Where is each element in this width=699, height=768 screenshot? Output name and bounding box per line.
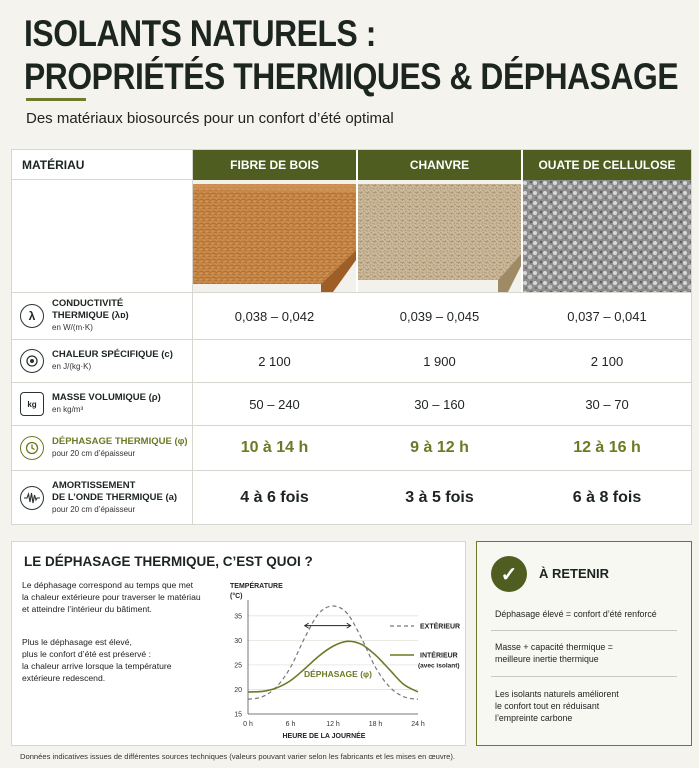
text-line: et atteindre l’intérieur du bâtiment. [22, 604, 152, 614]
row-unit: en W/(m·K) [52, 323, 93, 332]
text-line: l’empreinte carbone [495, 713, 573, 723]
text-line: extérieure redescend. [22, 673, 106, 683]
table-cell: 2 100 [590, 353, 624, 369]
row-name: THERMIQUE (λᴅ) [52, 310, 129, 321]
table-cell: 0,038 – 0,042 [234, 308, 315, 324]
text-line: Plus le déphasage est élevé, [22, 637, 132, 647]
row-name: DÉPHASAGE THERMIQUE (φ) [52, 436, 188, 447]
legend-label-exterieur: EXTÉRIEUR [420, 623, 461, 631]
checkmark-icon: ✓ [491, 556, 527, 592]
explanation-paragraph [22, 636, 222, 684]
table-cell: 30 – 70 [585, 396, 629, 412]
table-row-label [12, 293, 193, 339]
takeaway-divider [491, 630, 677, 631]
fibre-de-bois-image [193, 180, 356, 292]
lambda-icon: λ [20, 304, 44, 328]
page-title [24, 12, 679, 98]
page-title-line2: PROPRIÉTÉS THERMIQUES & DÉPHASAGE [24, 56, 679, 97]
row-name: MASSE VOLUMIQUE (ρ) [52, 392, 161, 403]
series-line-extérieur [248, 606, 418, 699]
table-cell: 4 à 6 fois [240, 488, 309, 506]
table-row-label [12, 471, 193, 524]
series-line-intérieur [248, 641, 418, 692]
y-tick-label: 35 [234, 613, 242, 621]
material-header: MATÉRIAU [12, 150, 193, 180]
weight-icon: kg [20, 392, 44, 416]
explanation-paragraph [22, 579, 222, 615]
text-line: plus le confort d’été est préservé : [22, 649, 151, 659]
page-title-line1: ISOLANTS NATURELS : [24, 13, 376, 54]
y-axis-label: TEMPÉRATURE [230, 583, 283, 590]
x-tick-label: 0 h [243, 721, 253, 728]
ouate-de-cellulose-image [523, 180, 691, 292]
comparison-table [11, 149, 692, 525]
x-tick-label: 18 h [368, 721, 383, 728]
x-axis-label: HEURE DE LA JOURNÉE [282, 733, 366, 740]
table-cell: 10 à 14 h [240, 439, 309, 456]
y-tick-label: 30 [234, 637, 242, 645]
table-row-label [12, 340, 193, 382]
row-name: CHALEUR SPÉCIFIQUE (c) [52, 349, 173, 360]
table-cell: 1 900 [423, 353, 456, 369]
y-tick-label: 25 [234, 662, 242, 670]
text-line: la chaleur extérieure pour traverser le matériau [22, 592, 201, 602]
phase-shift-annotation: DÉPHASAGE (φ) [304, 669, 372, 679]
table-cell: 2 100 [258, 353, 291, 369]
table-cell: 0,037 – 0,041 [567, 308, 647, 324]
x-tick-label: 24 h [411, 721, 425, 728]
table-cell: 9 à 12 h [410, 439, 469, 456]
phase-shift-chart [224, 576, 462, 744]
table-cell: 12 à 16 h [573, 439, 641, 456]
wave-icon [20, 486, 44, 510]
table-cell: 0,039 – 0,045 [399, 308, 480, 324]
row-name: AMORTISSEMENT [52, 479, 136, 491]
table-cell: 30 – 160 [414, 396, 465, 412]
text-line: meilleure inertie thermique [495, 654, 599, 664]
y-tick-label: 20 [234, 686, 242, 694]
y-tick-label: 15 [234, 711, 242, 719]
chanvre-image [358, 180, 521, 292]
column-header-chanvre: CHANVRE [358, 150, 521, 180]
text-line: Les isolants naturels améliorent [495, 689, 619, 699]
text-line: la chaleur arrive lorsque la température [22, 661, 172, 671]
y-axis-unit: (°C) [230, 593, 243, 600]
table-cell: 50 – 240 [249, 396, 300, 412]
text-line: le confort tout en réduisant [495, 701, 600, 711]
takeaways-panel [476, 541, 692, 746]
table-cell: 6 à 8 fois [572, 488, 642, 506]
row-unit: en kg/m³ [52, 405, 84, 414]
row-name: DE L’ONDE THERMIQUE (a) [52, 491, 178, 503]
table-row-label [12, 383, 193, 425]
row-unit: pour 20 cm d’épaisseur [52, 504, 136, 514]
legend-label-interieur: INTÉRIEUR [420, 652, 458, 660]
takeaway-item [495, 641, 675, 665]
x-tick-label: 12 h [326, 721, 340, 728]
legend-note-interieur: (avec isolant) [418, 662, 460, 670]
heat-icon [20, 349, 44, 373]
text-line: Le déphasage correspond au temps que met [22, 580, 194, 590]
title-underline [26, 98, 86, 101]
takeaway-item [495, 688, 675, 724]
column-header-ouate-de-cellulose: OUATE DE CELLULOSE [523, 150, 691, 180]
row-unit: pour 20 cm d’épaisseur [52, 449, 136, 458]
row-name: CONDUCTIVITÉ [52, 298, 124, 309]
x-tick-label: 6 h [285, 721, 296, 728]
takeaways-title: À RETENIR [539, 566, 610, 581]
takeaway-divider [491, 676, 677, 677]
explanation-panel [11, 541, 466, 746]
explanation-title: LE DÉPHASAGE THERMIQUE, C’EST QUOI ? [24, 554, 313, 569]
footnote: Données indicatives issues de différentes sources techniques (valeurs pouvant varier selon les fabricants et les mises en œuvre). [20, 752, 456, 761]
table-cell: 3 à 5 fois [405, 488, 474, 506]
text-line: Déphasage élevé = confort d’été renforcé [495, 609, 657, 619]
column-header-fibre-de-bois: FIBRE DE BOIS [193, 150, 356, 180]
page-subtitle: Des matériaux biosourcés pour un confort d’été optimal [26, 110, 394, 127]
takeaway-item [495, 608, 675, 620]
text-line: Masse + capacité thermique = [495, 642, 613, 652]
clock-icon [20, 436, 44, 460]
row-unit: en J/(kg·K) [52, 362, 92, 371]
table-row-label [12, 426, 193, 470]
